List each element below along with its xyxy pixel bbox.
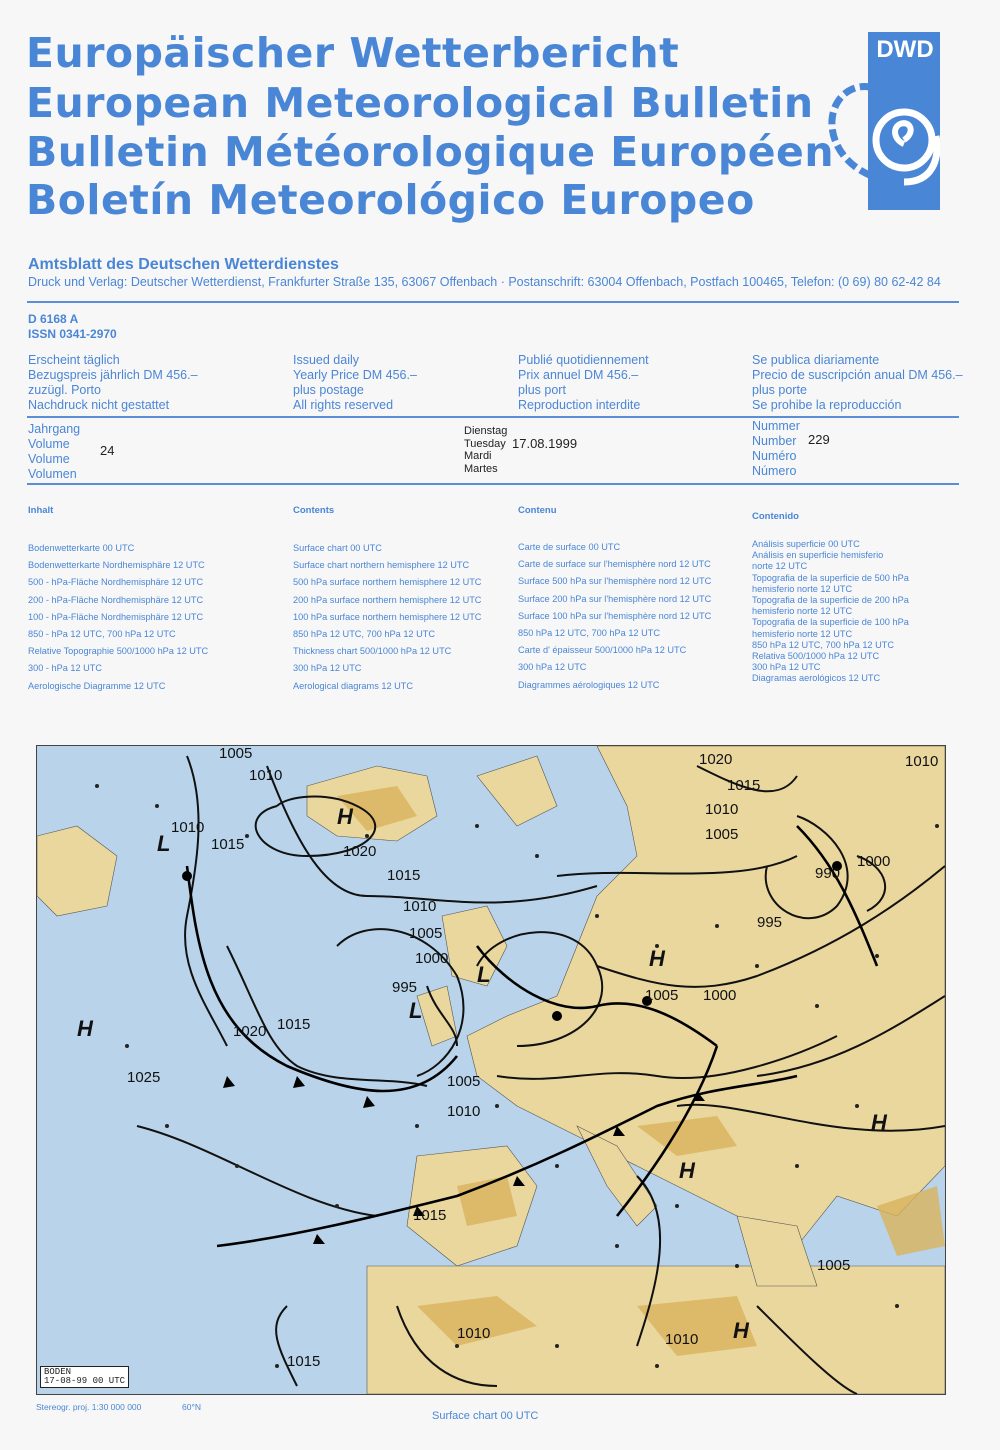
divider: [27, 483, 959, 485]
high-center: H: [733, 1318, 749, 1343]
publisher-address: Druck und Verlag: Deutscher Wetterdienst, Frankfurter Straße 135, 63067 Offenbach · Postanschrift: 63004 Offenbach, Postfach 100465, Telefon: (0 69) 80 62-42 84: [28, 275, 941, 289]
isobar-label: 1005: [409, 925, 443, 942]
issuance-de: Erscheint täglich Bezugspreis jährlich DM 456.– zuzügl. Porto Nachdruck nicht gestattet: [28, 353, 198, 412]
volume-value: 24: [100, 443, 115, 458]
isobar-label: 1010: [171, 819, 205, 836]
high-center: H: [871, 1110, 887, 1135]
isobar-label: 1015: [287, 1353, 321, 1370]
isobar-label: 1000: [703, 987, 737, 1004]
map-graphic: [37, 746, 945, 1394]
isobar-label: 1020: [699, 751, 733, 768]
low-center: L: [157, 831, 171, 856]
contents-list-de: Bodenwetterkarte 00 UTC Bodenwetterkarte Nordhemisphäre 12 UTC 500 - hPa-Fläche Nordhemisphäre 12 UTC 200 - hPa-Fläche Nordhemisphäre 12 UTC 100 - hPa-Fläche Nordhemisphäre 12 UTC 850 - hPa 12 UTC, 700 hPa 12 UTC Relative Topographie 500/1000 hPa 12 UTC 300 - hPa 12 UTC Aerologische Diagramme 12 UTC: [28, 543, 209, 691]
isobar-label: 1015: [277, 1016, 311, 1033]
surface-weather-map: [36, 745, 946, 1395]
issue-number: 229: [808, 432, 830, 447]
swirl-icon: [820, 32, 940, 212]
isobar-label: 1010: [457, 1325, 491, 1342]
contents-list-es: Análisis superficie 00 UTC Análisis en superficie hemisferio norte 12 UTC Topografia de la superficie de 500 hPa hemisferio norte 12 UTC Topografia de la superficie de 200 hPa hemisferio norte 12 UTC Topografia de la superficie de 100 hPa hemisferio norte 12 UTC 850 hPa 12 UTC, 700 hPa 12 UTC Relativa 500/1000 hPa 12 UTC 300 hPa 12 UTC Diagramas aerológicos 12 UTC: [752, 539, 909, 684]
isobar-label: 1005: [447, 1073, 481, 1090]
isobar-label: 1010: [705, 801, 739, 818]
isobar-label: 1005: [219, 746, 253, 762]
isobar-label: 1000: [857, 853, 891, 870]
latitude-note: 60°N: [182, 1402, 201, 1412]
divider: [27, 301, 959, 303]
contents-head-en: Contents: [293, 505, 335, 516]
high-center: H: [337, 804, 353, 829]
logo-text: DWD: [876, 36, 934, 63]
isobar-label: 1005: [645, 987, 679, 1004]
contents-list-fr: Carte de surface 00 UTC Carte de surface sur l'hemisphère nord 12 UTC Surface 500 hPa sur l'hemisphère nord 12 UTC Surface 200 hPa sur l'hemisphère nord 12 UTC Surface 100 hPa sur l'hemisphère nord 12 UTC 850 hPa 12 UTC, 700 hPa 12 UTC Carte d' épaisseur 500/1000 hPa 12 UTC 300 hPa 12 UTC Diagrammes aérologiques 12 UTC: [518, 542, 712, 690]
isobar-label: 990: [815, 865, 841, 882]
code-issn: ISSN 0341-2970: [28, 327, 117, 341]
isobar-label: 1015: [727, 777, 761, 794]
isobar-label: 1025: [127, 1069, 161, 1086]
isobar-label: 1015: [413, 1207, 447, 1224]
map-stamp: BODEN 17-08-99 00 UTC: [40, 1366, 129, 1388]
isobar-label: 1010: [403, 898, 437, 915]
isobar-label: 1015: [211, 836, 245, 853]
isobar-label: 995: [757, 914, 783, 931]
title-en: European Meteorological Bulletin: [26, 79, 814, 127]
subtitle: Amtsblatt des Deutschen Wetterdienstes: [28, 256, 339, 273]
issuance-es: Se publica diariamente Precio de suscripción anual DM 456.– plus porte Se prohibe la reproducción: [752, 353, 963, 412]
high-center: H: [649, 946, 665, 971]
title-de: Europäischer Wetterbericht: [26, 29, 680, 77]
isobar-label: 1020: [343, 843, 377, 860]
volume-labels: Jahrgang Volume Volume Volumen: [28, 422, 81, 481]
issuance-fr: Publié quotidiennement Prix annuel DM 456.– plus port Reproduction interdite: [518, 353, 649, 412]
projection-note: Stereogr. proj. 1:30 000 000: [36, 1402, 142, 1412]
isobar-label: 1010: [905, 753, 939, 770]
divider: [27, 416, 959, 418]
issue-date: 17.08.1999: [512, 436, 578, 451]
map-caption: Surface chart 00 UTC: [432, 1410, 539, 1422]
isobar-label: 1005: [705, 826, 739, 843]
day-labels: Dienstag Tuesday Mardi Martes: [464, 425, 508, 475]
high-center: H: [77, 1016, 93, 1041]
isobar-label: 995: [392, 979, 418, 996]
isobar-label: 1015: [387, 867, 421, 884]
isobar-label: 1010: [249, 767, 283, 784]
isobar-label: 1005: [817, 1257, 851, 1274]
isobar-label: 1000: [415, 950, 449, 967]
title-fr: Bulletin Météorologique Européen: [26, 128, 835, 176]
dwd-logo: [820, 32, 940, 212]
number-labels: Nummer Number Numéro Número: [752, 419, 800, 478]
high-center: H: [679, 1158, 695, 1183]
issuance-en: Issued daily Yearly Price DM 456.– plus postage All rights reserved: [293, 353, 417, 412]
isobar-label: 1020: [233, 1023, 267, 1040]
contents-head-fr: Contenu: [518, 505, 557, 516]
low-center: L: [477, 962, 491, 987]
contents-head-es: Contenido: [752, 511, 799, 522]
isobar-label: 1010: [665, 1331, 699, 1348]
low-center: L: [409, 998, 423, 1023]
isobar-label: 1010: [447, 1103, 481, 1120]
contents-list-en: Surface chart 00 UTC Surface chart northern hemisphere 12 UTC 500 hPa surface northern hemisphere 12 UTC 200 hPa surface northern hemisphere 12 UTC 100 hPa surface northern hemisphere 12 UTC 850 hPa 12 UTC, 700 hPa 12 UTC Thickness chart 500/1000 hPa 12 UTC 300 hPa 12 UTC Aerological diagrams 12 UTC: [293, 543, 482, 691]
title-es: Boletín Meteorológico Europeo: [26, 176, 755, 224]
code-d: D 6168 A: [28, 312, 79, 326]
contents-head-de: Inhalt: [28, 505, 54, 516]
